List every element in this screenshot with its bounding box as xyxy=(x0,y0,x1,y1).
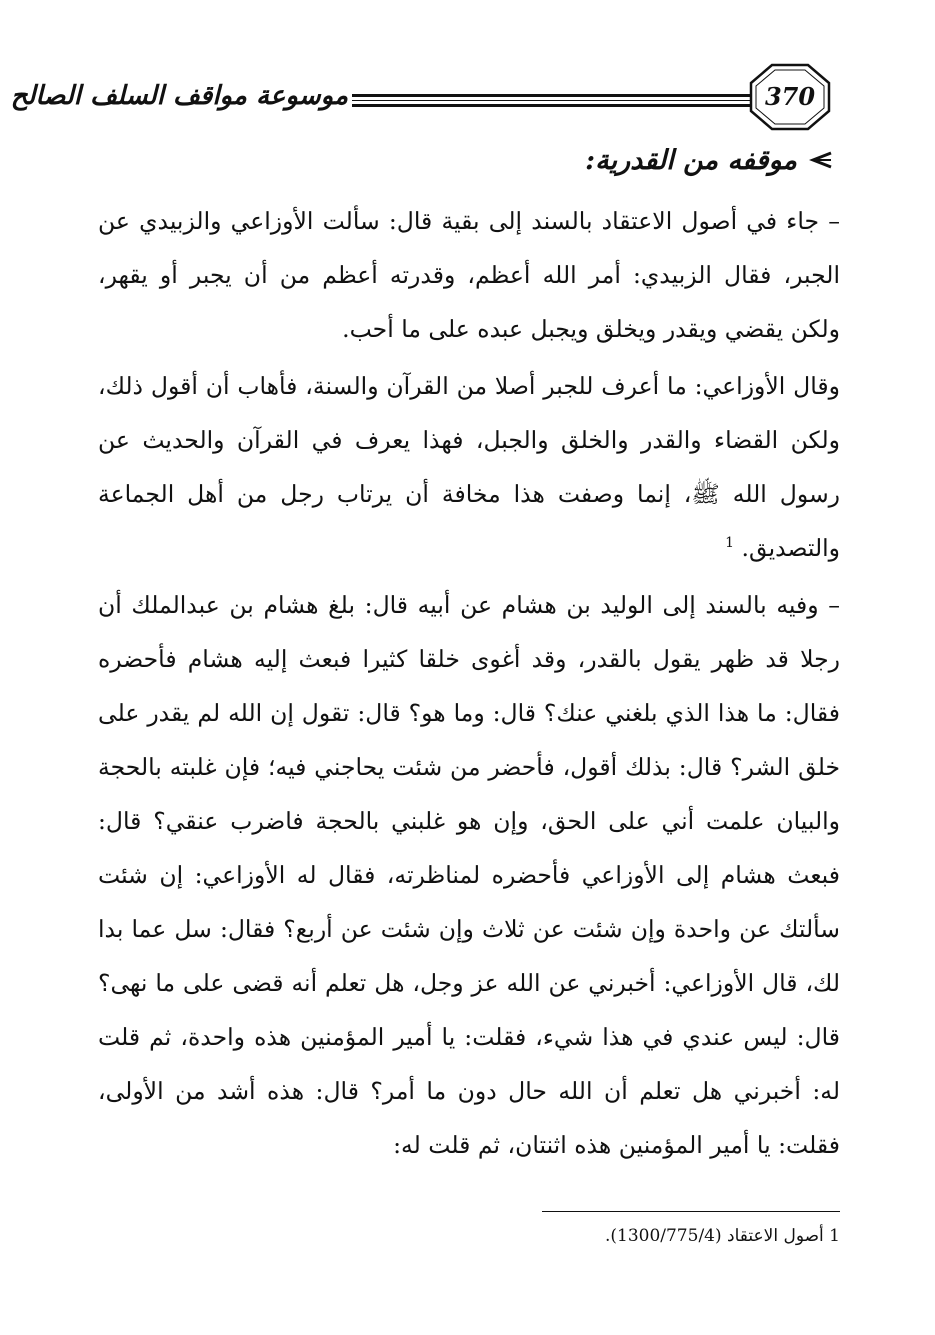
section-heading xyxy=(585,138,835,182)
paragraph-text: وقال الأوزاعي: ما أعرف للجبر أصلا من القرآن والسنة، فأهاب أن أقول ذلك، ولكن القضاء والقدر والخلق والجبل، فهذا يعرف في القرآن والحديث عن رسول الله ﷺ، إنما وصفت هذا مخافة أن يرتاب رجل من أهل الجماعة والتصديق. xyxy=(98,372,840,562)
section-title: موقفه من القدرية: xyxy=(585,144,797,176)
page-number-badge xyxy=(748,62,832,132)
paragraph: – وفيه بالسند إلى الوليد بن هشام عن أبيه قال: بلغ هشام بن عبدالملك أن رجلا قد ظهر يقول بالقدر، وقد أغوى خلقا كثيرا فبعث إليه هشام فأحضره فقال: ما هذا الذي بلغني عنك؟ قال: وما هو؟ قال: تقول إن الله لم يقدر على خلق الشر؟ قال: بذلك أقول، فأحضر من شئت يحاجني فيه؛ فإن غلبته بالحجة والبيان علمت أني على الحق، وإن هو غلبني بالحجة فاضرب عنقي؟ قال: فبعث هشام إلى الأوزاعي فأحضره لمناظرته، فقال له الأوزاعي: إن شئت سألتك عن واحدة وإن شئت عن ثلاث وإن شئت عن أربع؟ فقال: سل عما بدا لك، قال الأوزاعي: أخبرني عن الله عز وجل، هل تعلم أنه قضى على ما نهى؟ قال: ليس عندي في هذا شيء، فقلت: يا أمير المؤمنين هذه واحدة، ثم قلت له: أخبرني هل تعلم أن الله حال دون ما أمر؟ قال: هذه أشد من الأولى، فقلت: يا أمير المؤمنين هذه اثنتان، ثم قلت له: xyxy=(98,591,840,1159)
page-header xyxy=(10,62,850,132)
header-rule xyxy=(352,94,750,97)
paragraph xyxy=(98,359,840,575)
paragraph: – جاء في أصول الاعتقاد بالسند إلى بقية قال: سألت الأوزاعي والزبيدي عن الجبر، فقال الزبيدي: أمر الله أعظم، وقدرته أعظم من أن يجبر أو يقهر، ولكن يقضي ويقدر ويخلق ويجبل عبده على ما أحب. xyxy=(98,207,840,343)
header-rule xyxy=(352,100,750,101)
body-text xyxy=(98,194,840,1172)
book-title: موسوعة مواقف السلف الصالح xyxy=(10,81,348,111)
footnote-separator xyxy=(542,1211,840,1212)
footnote: 1 أصول الاعتقاد (1300/775/4). xyxy=(604,1226,840,1246)
header-rule xyxy=(352,104,750,107)
arrow-left-icon xyxy=(809,147,835,173)
footnote-reference[interactable]: 1 xyxy=(725,535,735,552)
page-number: 370 xyxy=(764,82,816,111)
